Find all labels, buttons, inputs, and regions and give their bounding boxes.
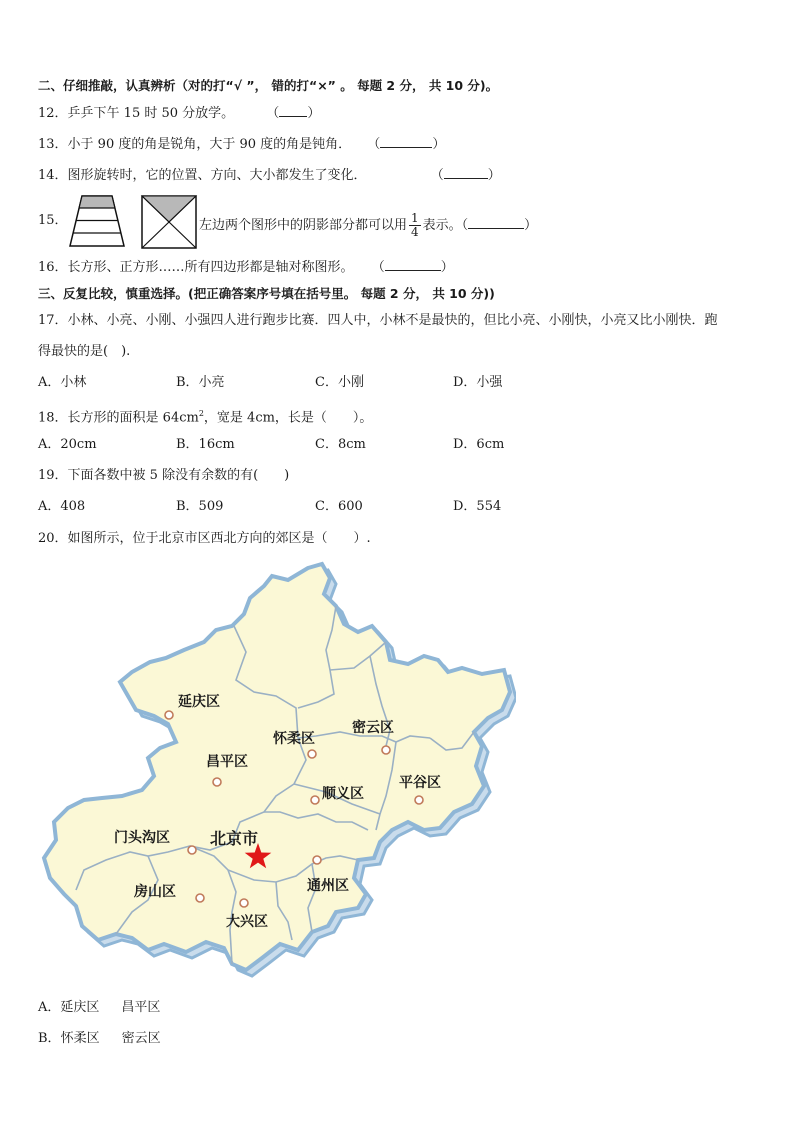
q20-option-a-item-2: 昌平区 [121,1000,161,1015]
section3-heading: 三、反复比较，慎重选择。(把正确答案序号填在括号里。 每题 2 分， 共 10 分)) [38,286,495,301]
q15-answer-blank[interactable] [468,216,524,229]
q14-text: 14．图形旋转时，它的位置、方向、大小都发生了变化． [38,168,367,183]
question-18 [38,405,372,427]
fraction-denominator: 4 [411,225,419,239]
miyun-marker-dot [382,746,390,754]
q19-option-d[interactable]: D．554 [453,499,502,514]
question-17-line2: 得最快的是( ). [38,344,131,359]
changping-marker-dot [213,778,221,786]
q12-text: 12．乒乒下午 15 时 50 分放学。 [38,106,235,121]
q20-option-b-letter: B． [38,1031,61,1046]
q14-answer-blank[interactable] [444,166,488,179]
daxing-marker-dot [240,899,248,907]
q14-paren-close: ） [487,168,501,183]
q15-text-before: 左边两个图形中的阴影部分都可以用 [199,218,408,233]
trapezoid-figure [68,194,126,248]
q17-option-b[interactable]: B．小亮 [176,375,225,390]
question-14 [38,166,501,185]
square-figure [140,194,198,250]
huairou-marker-dot [308,750,316,758]
shunyi-label: 顺义区 [322,786,364,802]
q17-option-c[interactable]: C．小刚 [315,375,364,390]
map-outline [44,564,510,970]
shunyi-marker-dot [311,796,319,804]
q13-paren-close: ） [432,137,446,152]
q20-option-a[interactable] [38,999,160,1017]
huairou-label: 怀柔区 [273,731,315,747]
q19-option-b[interactable]: B．509 [176,499,224,514]
q18-text-before: 18．长方形的面积是 64cm [38,410,199,426]
pinggu-marker-dot [415,796,423,804]
q16-paren-open: （ [371,260,385,275]
q12-answer-blank[interactable] [279,104,307,117]
yanqing-label: 延庆区 [178,694,220,710]
q15-paren-close: ） [524,218,538,233]
question-12 [38,104,320,123]
q19-option-c[interactable]: C．600 [315,499,363,514]
q15-text-after: 表示。（ [422,218,469,233]
q13-text: 13．小于 90 度的角是锐角，大于 90 度的角是钝角． [38,137,352,152]
q17-option-a[interactable]: A．小林 [38,375,87,390]
section2-heading: 二、仔细推敲，认真辨析（对的打“√ ”， 错的打“×” 。 每题 2 分， 共 10 分)。 [38,78,499,93]
q20-option-a-item-1: 延庆区 [60,1000,100,1015]
changping-label: 昌平区 [206,754,248,770]
miyun-label: 密云区 [352,720,394,736]
q12-paren-open: （ [266,106,280,121]
question-17-line1: 17．小林、小亮、小刚、小强四人进行跑步比赛．四人中，小林不是最快的，但比小亮、小刚快，小亮又比小刚快．跑 [38,313,718,328]
mentougou-marker-dot [188,846,196,854]
q16-paren-close: ） [440,260,454,275]
q13-paren-open: （ [367,137,381,152]
mentougou-label: 门头沟区 [114,830,170,846]
q18-option-b[interactable]: B．16cm [176,437,235,452]
beijing-label: 北京市 [210,829,259,848]
question-19: 19．下面各数中被 5 除没有余数的有( ) [38,468,290,483]
yanqing-marker-dot [165,711,173,719]
beijing-district-map [36,560,516,980]
question-15-text [199,212,537,239]
question-16 [38,258,454,277]
q16-text: 16．长方形、正方形……所有四边形都是轴对称图形。 [38,260,354,275]
q20-option-b-item-2: 密云区 [121,1031,161,1046]
q12-paren-close: ） [307,106,321,121]
q13-answer-blank[interactable] [380,135,432,148]
fraction-one-quarter [409,212,421,239]
fangshan-marker-dot [196,894,204,902]
fangshan-label: 房山区 [134,884,176,900]
q17-option-d[interactable]: D．小强 [453,375,503,390]
tongzhou-label: 通州区 [307,878,349,894]
q14-paren-open: （ [430,168,444,183]
q18-text-after: ，宽是 4cm，长是（ ）。 [203,410,373,426]
q18-superscript: 2 [198,409,204,418]
pinggu-label: 平谷区 [399,775,441,791]
daxing-label: 大兴区 [226,914,268,930]
q18-option-c[interactable]: C．8cm [315,437,366,452]
tongzhou-marker-dot [313,856,321,864]
q19-option-a[interactable]: A．408 [38,499,86,514]
fraction-numerator: 1 [411,211,419,225]
q20-option-a-letter: A． [38,1000,61,1015]
q20-option-b[interactable] [38,1030,161,1048]
question-20: 20．如图所示，位于北京市区西北方向的郊区是（ ）. [38,531,371,546]
q16-answer-blank[interactable] [385,258,441,271]
question-13 [38,135,445,154]
q18-option-a[interactable]: A．20cm [38,437,97,452]
question-15-number: 15． [38,213,68,228]
q20-option-b-item-1: 怀柔区 [60,1031,100,1046]
q18-option-d[interactable]: D．6cm [453,437,505,452]
